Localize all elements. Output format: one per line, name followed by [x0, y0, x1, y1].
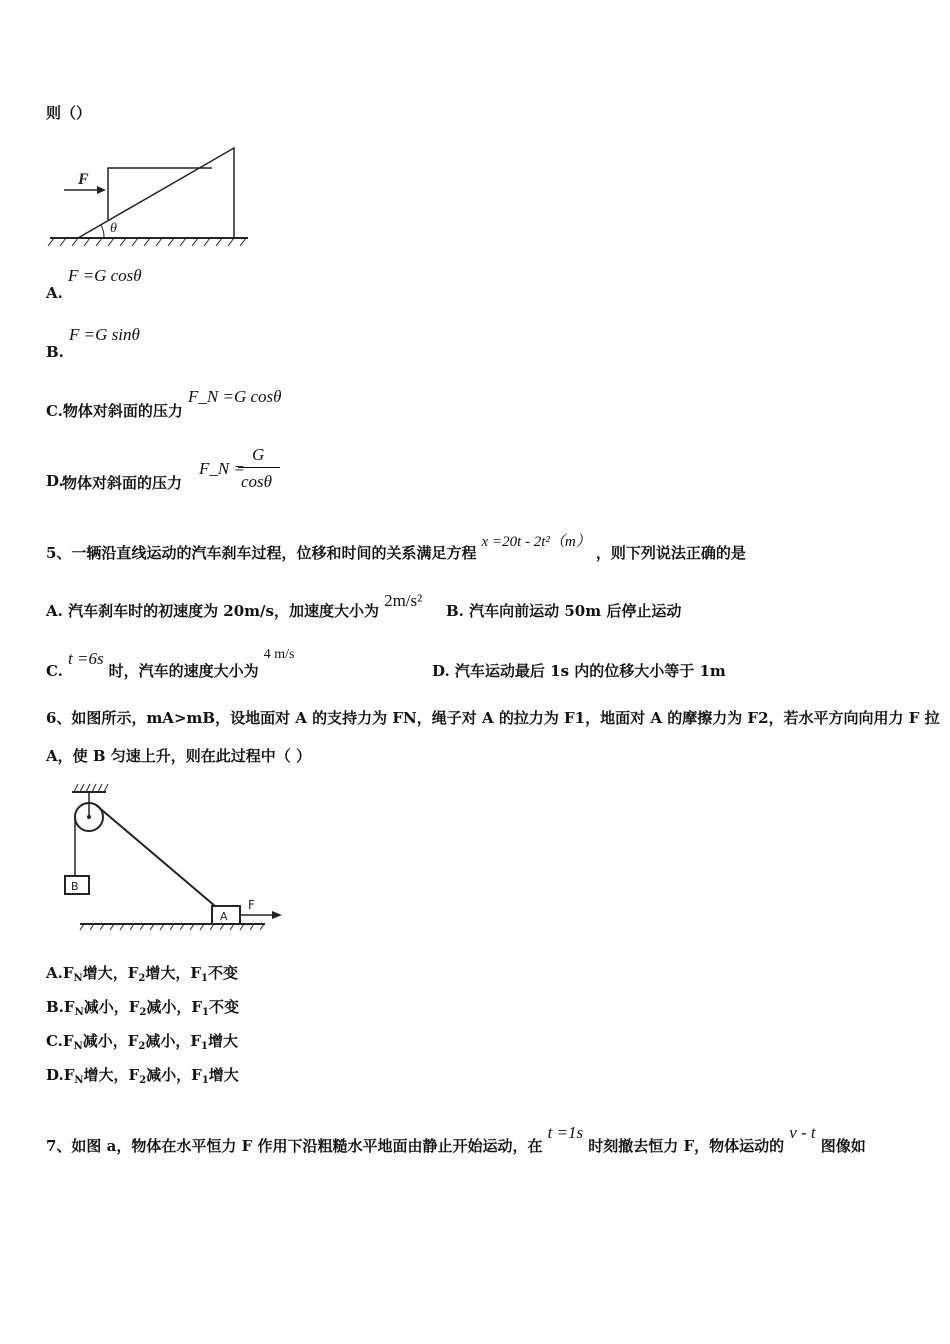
- formula-vt: v - t: [789, 1123, 816, 1142]
- stem-part3: 图像如: [820, 1137, 866, 1155]
- fn-change: 增大: [82, 964, 113, 982]
- pulley-figure: [60, 780, 290, 940]
- formula: F =G cosθ: [67, 266, 142, 285]
- option-prefix: 物体对斜面的压力: [62, 474, 183, 492]
- q5-option-c[interactable]: [46, 647, 295, 680]
- force-label: F: [78, 171, 89, 188]
- value: 2m/s²: [384, 591, 423, 610]
- option-letter: D.: [46, 1066, 64, 1084]
- q6-option-c[interactable]: $C.F_N$减小，$F_2$减小，$F_1$增大: [46, 1032, 238, 1052]
- fn-change: 增大: [83, 1066, 114, 1084]
- q4-option-b[interactable]: [46, 325, 140, 361]
- option-letter: D.: [46, 472, 64, 490]
- q6-option-d[interactable]: $D.F_N$增大，$F_2$减小，$F_1$增大: [46, 1066, 239, 1086]
- f1-change: 不变: [208, 998, 239, 1016]
- q5-option-b[interactable]: B. 汽车向前运动 50m 后停止运动: [446, 602, 682, 620]
- option-letter: C.: [46, 1032, 63, 1050]
- angle-label: θ: [110, 221, 117, 236]
- q6-option-b[interactable]: $B.F_N$减小，$F_2$减小，$F_1$不变: [46, 998, 239, 1018]
- q4-option-c[interactable]: [46, 386, 282, 420]
- f1-change: 增大: [207, 1032, 238, 1050]
- option-letter: C.: [46, 662, 63, 680]
- formula: F =G sinθ: [69, 325, 140, 344]
- stem-before: 5、一辆沿直线运动的汽车刹车过程，位移和时间的关系满足方程: [46, 544, 477, 562]
- f2-change: 减小: [146, 998, 177, 1016]
- force-label: F: [248, 898, 255, 912]
- option-letter: C.: [46, 402, 63, 420]
- q4-option-a[interactable]: [46, 266, 142, 302]
- f1-change: 增大: [208, 1066, 239, 1084]
- fraction-denominator: cosθ: [241, 472, 273, 491]
- block-a-label: A: [220, 910, 228, 923]
- q6-option-a[interactable]: $A.F_N$增大，$F_2$增大，$F_1$不变: [46, 964, 238, 984]
- f1-change: 不变: [207, 964, 238, 982]
- incline-figure: [40, 140, 260, 250]
- q6-stem-line2: A，使 B 匀速上升，则在此过程中（ ）: [46, 747, 311, 765]
- formula: t =6s: [68, 649, 104, 668]
- q5-stem: [46, 530, 746, 562]
- option-letter: B.: [46, 343, 64, 361]
- option-letter: A.: [46, 284, 63, 302]
- formula: F_N =G cosθ: [188, 387, 282, 406]
- f2-change: 增大: [145, 964, 176, 982]
- fraction-bar: [238, 467, 280, 468]
- block-b-label: B: [71, 880, 79, 893]
- fn-change: 减小: [82, 1032, 113, 1050]
- option-letter: B.: [46, 998, 64, 1016]
- option-prefix: 物体对斜面的压力: [62, 402, 183, 420]
- f2-change: 减小: [145, 1032, 176, 1050]
- q7-stem: [46, 1122, 866, 1155]
- q5-option-d[interactable]: D. 汽车运动最后 1s 内的位移大小等于 1m: [432, 662, 726, 680]
- f2-change: 减小: [146, 1066, 177, 1084]
- fraction-numerator: G: [252, 445, 265, 464]
- option-text: A. 汽车刹车时的初速度为 20m/s，加速度大小为: [46, 602, 379, 620]
- option-text: 时，汽车的速度大小为: [108, 662, 259, 680]
- stem-after: ，则下列说法正确的是: [595, 544, 746, 562]
- formula-lhs: F_N =: [199, 459, 245, 478]
- q6-stem-line1: 6、如图所示，mA>mB，设地面对 A 的支持力为 FN，绳子对 A 的拉力为 F1，地面对 A 的摩擦力为 F2，若水平方向向用力 F 拉: [46, 709, 940, 727]
- stem-part2: 时刻撤去恒力 F，物体运动的: [588, 1137, 785, 1155]
- value: 4 m/s: [263, 647, 295, 662]
- fn-change: 减小: [83, 998, 114, 1016]
- equation: x =20t - 2t²（m）: [481, 534, 591, 550]
- intro-line: 则（）: [46, 104, 92, 122]
- option-letter: A.: [46, 964, 63, 982]
- q5-option-a[interactable]: [46, 590, 423, 620]
- formula-t: t =1s: [547, 1123, 584, 1142]
- stem-part1: 7、如图 a，物体在水平恒力 F 作用下沿粗糙水平地面由静止开始运动，在: [46, 1137, 543, 1155]
